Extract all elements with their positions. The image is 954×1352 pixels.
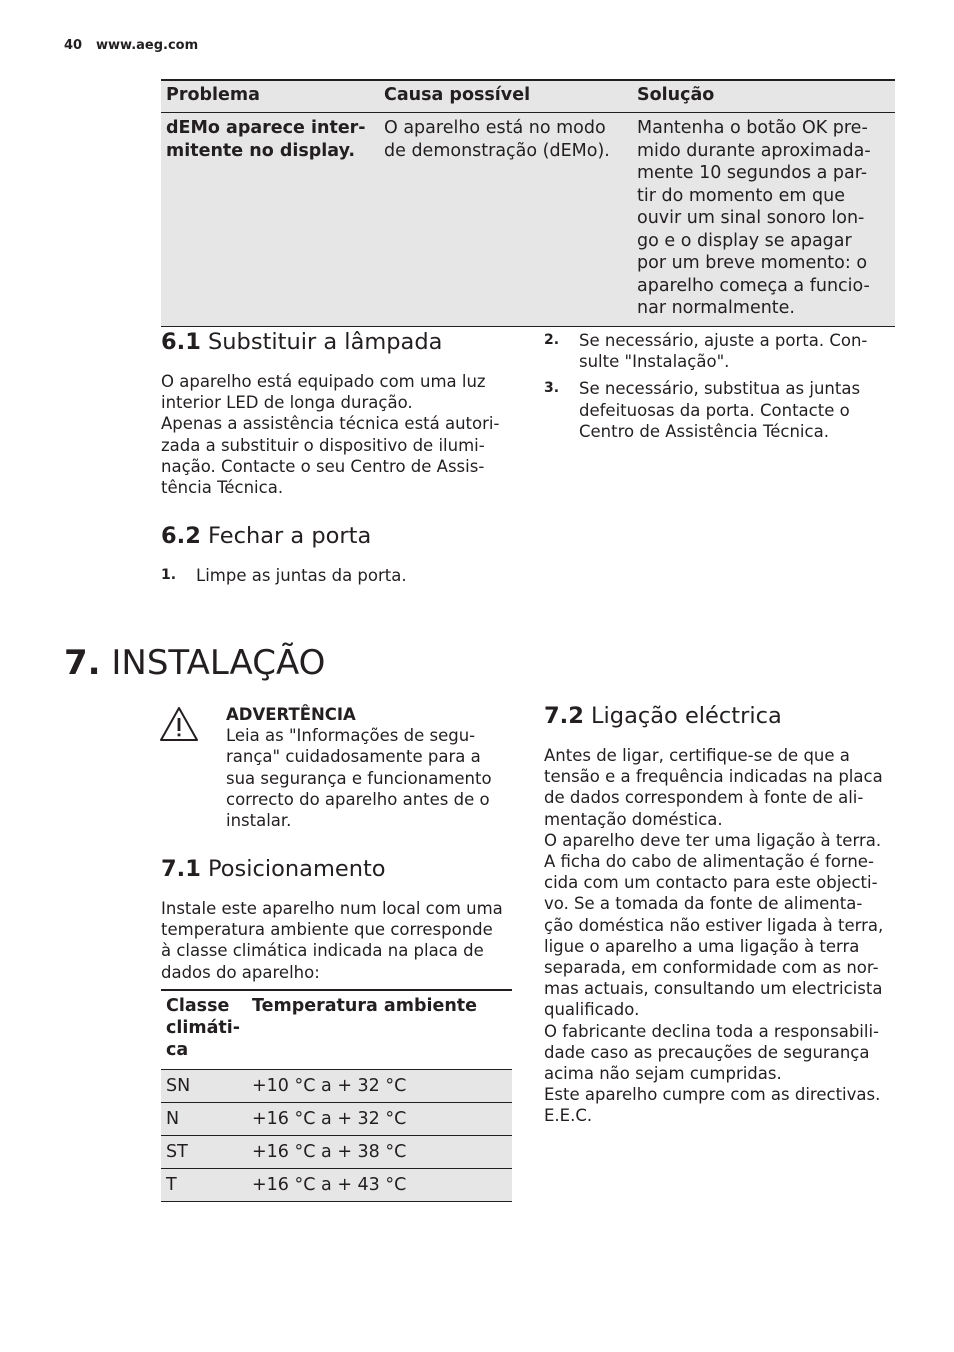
- climate-table-header-row: [161, 990, 512, 1070]
- text-line: Centro de Assistência Técnica.: [579, 421, 829, 441]
- text-line: interior LED de longa duração.: [161, 393, 413, 413]
- text-line: mas actuais, consultando um electricista: [544, 979, 883, 999]
- text-line: vo. Se a tomada da fonte de alimenta-: [544, 894, 863, 914]
- warning-title: ADVERTÊNCIA: [226, 705, 356, 724]
- climate-table: [161, 989, 512, 1202]
- section-number: 7.1: [161, 856, 201, 882]
- section-6-2-heading: [161, 523, 371, 549]
- temperature-cell: +16 °C a + 38 °C: [247, 1136, 512, 1169]
- warning-block: [226, 704, 492, 831]
- text-line: climáti-: [166, 1018, 241, 1038]
- section-title: Fechar a porta: [208, 523, 372, 549]
- text-line: acima não sejam cumpridas.: [544, 1064, 782, 1084]
- table-row: [161, 113, 895, 327]
- list-item: [544, 378, 894, 442]
- text-line: correcto do aparelho antes de o: [226, 789, 490, 809]
- text-line: mido durante aproximada-: [637, 140, 871, 161]
- text-line: Se necessário, ajuste a porta. Con-: [579, 331, 868, 350]
- text-line: Classe: [166, 996, 230, 1016]
- problem-table: [161, 79, 895, 327]
- section-title: Ligação eléctrica: [591, 703, 782, 729]
- climate-class-cell: ST: [161, 1136, 247, 1169]
- text-line: mentação doméstica.: [544, 809, 723, 829]
- section-7-2-heading: [544, 703, 782, 729]
- temperature-cell: +10 °C a + 32 °C: [247, 1070, 512, 1103]
- text-line: O aparelho está no modo: [384, 118, 606, 138]
- text-line: tensão e a frequência indicadas na placa: [544, 767, 883, 787]
- section-number: 7.2: [544, 703, 584, 729]
- climate-class-cell: T: [161, 1169, 247, 1202]
- temperature-cell: +16 °C a + 43 °C: [247, 1169, 512, 1202]
- text-line: Apenas a assistência técnica está autori-: [161, 414, 500, 434]
- header-climate-class: [161, 990, 247, 1070]
- text-line: instalar.: [226, 811, 292, 831]
- text-line: temperatura ambiente que corresponde: [161, 920, 493, 940]
- table-row: [161, 1169, 512, 1202]
- text-line: A ficha do cabo de alimentação é forne-: [544, 852, 874, 872]
- section-title: Posicionamento: [208, 856, 386, 882]
- section-title: Substituir a lâmpada: [208, 329, 443, 355]
- table-row: [161, 1103, 512, 1136]
- step-number: 2.: [544, 332, 560, 348]
- header-url: www.aeg.com: [96, 38, 199, 53]
- text-line: O aparelho está equipado com uma luz: [161, 372, 486, 391]
- header-cause: Causa possível: [379, 80, 632, 113]
- text-line: de demonstração (dEMo).: [384, 140, 610, 161]
- text-line: mitente no display.: [166, 140, 356, 161]
- text-line: qualificado.: [544, 1000, 640, 1020]
- step-number: 1.: [161, 567, 177, 583]
- list-item: [161, 565, 511, 586]
- text-line: O aparelho deve ter uma ligação à terra.: [544, 830, 882, 850]
- chapter-number: 7.: [64, 643, 101, 683]
- text-line: O fabricante declina toda a responsabili-: [544, 1021, 880, 1041]
- text-line: Leia as "Informações de segu-: [226, 726, 476, 746]
- text-line: à classe climática indicada na placa de: [161, 941, 484, 961]
- step-number: 3.: [544, 380, 560, 397]
- text-line: dEMo aparece inter-: [166, 118, 366, 138]
- table-row: [161, 1070, 512, 1103]
- text-line: separada, em conformidade com as nor-: [544, 958, 879, 978]
- text-line: Instale este aparelho num local com uma: [161, 899, 503, 918]
- chapter-heading: [64, 643, 325, 683]
- problem-table-header-row: [161, 80, 895, 113]
- chapter-title: INSTALAÇÃO: [111, 643, 326, 683]
- step-list-left: [161, 565, 511, 586]
- text-line: tência Técnica.: [161, 478, 284, 498]
- text-line: ca: [166, 1040, 189, 1060]
- text-line: Antes de ligar, certifique-se de que a: [544, 746, 850, 765]
- text-line: ouvir um sinal sonoro lon-: [637, 208, 865, 228]
- text-line: cida com um contacto para este objecti-: [544, 873, 878, 893]
- section-number: 6.2: [161, 523, 201, 549]
- section-7-2-text: [544, 745, 883, 1127]
- header-problem: Problema: [161, 80, 379, 113]
- text-line: Se necessário, substitua as juntas: [579, 379, 861, 399]
- text-line: sulte "Instalação".: [579, 352, 730, 372]
- text-line: nar normalmente.: [637, 298, 795, 318]
- table-row: [161, 1136, 512, 1169]
- solution-cell: [632, 113, 895, 327]
- list-item: [544, 330, 894, 372]
- header-solution: Solução: [632, 80, 895, 113]
- page-number: 40: [64, 38, 83, 53]
- text-line: go e o display se apagar: [637, 230, 852, 251]
- climate-class-cell: SN: [161, 1070, 247, 1103]
- text-line: zada a substituir o dispositivo de ilumi-: [161, 435, 485, 455]
- text-line: de dados correspondem à fonte de ali-: [544, 788, 864, 808]
- text-line: rança" cuidadosamente para a: [226, 747, 481, 767]
- warning-triangle-icon: [159, 706, 199, 742]
- text-line: E.E.C.: [544, 1106, 593, 1126]
- text-line: Mantenha o botão OK pre-: [637, 118, 868, 138]
- step-list-right: [544, 330, 894, 442]
- text-line: dade caso as precauções de segurança: [544, 1042, 870, 1062]
- temperature-cell: +16 °C a + 32 °C: [247, 1103, 512, 1136]
- problem-cell: [161, 113, 379, 327]
- section-7-1-heading: [161, 856, 386, 882]
- text-line: dados do aparelho:: [161, 962, 320, 982]
- climate-class-cell: N: [161, 1103, 247, 1136]
- text-line: tir do momento em que: [637, 185, 845, 206]
- text-line: defeituosas da porta. Contacte o: [579, 400, 850, 420]
- text-line: mente 10 segundos a par-: [637, 163, 868, 183]
- text-line: ção doméstica não estiver ligada à terra,: [544, 915, 884, 935]
- section-7-1-text: [161, 898, 503, 983]
- text-line: aparelho começa a funcio-: [637, 275, 870, 296]
- text-line: Este aparelho cumpre com as directivas.: [544, 1085, 881, 1105]
- section-6-1-text: [161, 371, 499, 498]
- text-line: nação. Contacte o seu Centro de Assis-: [161, 456, 485, 476]
- section-6-1-heading: [161, 329, 442, 355]
- text-line: Limpe as juntas da porta.: [196, 566, 407, 585]
- cause-cell: [379, 113, 632, 327]
- header-temperature: Temperatura ambiente: [247, 990, 512, 1070]
- text-line: sua segurança e funcionamento: [226, 768, 492, 788]
- section-number: 6.1: [161, 329, 201, 355]
- text-line: ligue o aparelho a uma ligação à terra: [544, 936, 860, 956]
- text-line: por um breve momento: o: [637, 253, 868, 273]
